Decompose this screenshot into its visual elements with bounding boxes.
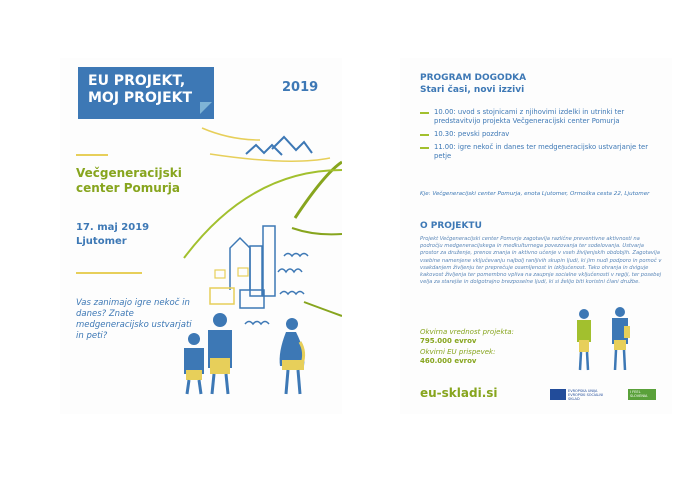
- flyer-cover-page: [60, 58, 342, 414]
- esf-logo-text: EVROPSKA UNIJA EVROPSKI SOCIALNI SKLAD: [568, 389, 604, 401]
- program-item: 10.00: uvod s stojnicami z njihovimi izdelki in utrinki ter predstavitvijo projekta Večgeneracijski center Pomurja: [420, 108, 660, 126]
- eu-contribution-amount: 460.000 evrov: [420, 357, 477, 365]
- banner-line-1: EU PROJEKT,: [88, 73, 186, 89]
- slovenia-logo: I FEEL SLOVENIA: [628, 389, 656, 400]
- program-item: 10.30: pevski pozdrav: [420, 130, 660, 139]
- year-label: 2019: [282, 80, 319, 95]
- project-value-label: Okvirna vrednost projekta:: [420, 328, 514, 336]
- event-place: Ljutomer: [76, 236, 127, 247]
- project-banner: [78, 67, 214, 119]
- program-item: 11.00: igre nekoč in danes ter medgeneracijsko ustvarjanje ter petje: [420, 143, 660, 161]
- divider-line: [76, 272, 142, 274]
- organization-title-line-2: center Pomurja: [76, 181, 180, 195]
- event-location: Kje: Večgeneracijski center Pomurja, enota Ljutomer, Ormoška cesta 22, Ljutomer: [420, 191, 650, 197]
- organization-title-line-1: Večgeneracijski: [76, 166, 182, 180]
- program-title: PROGRAM DOGODKA: [420, 73, 527, 83]
- divider-line: [76, 154, 108, 156]
- eu-flag-icon: [550, 389, 566, 400]
- banner-line-2: MOJ PROJEKT: [88, 90, 193, 106]
- banner-fold-decoration: [200, 102, 212, 114]
- flyer-program-page: [400, 58, 672, 414]
- program-list: [420, 108, 660, 165]
- about-title: O PROJEKTU: [420, 221, 482, 231]
- program-subtitle: Stari časi, novi izzivi: [420, 85, 525, 95]
- project-value-amount: 795.000 evrov: [420, 337, 477, 345]
- people-illustration: [568, 306, 640, 378]
- event-date: 17. maj 2019: [76, 222, 150, 233]
- eu-contribution-label: Okvirni EU prispevek:: [420, 348, 496, 356]
- website-link[interactable]: eu-skladi.si: [420, 386, 498, 400]
- invitation-question: Vas zanimajo igre nekoč in danes? Znate medgeneracijsko ustvarjati in peti?: [76, 298, 192, 341]
- about-text: Projekt Večgeneracijski center Pomurje zagotavlja različne preventivne aktivnosti na področju medgeneracijskega in medkulturnega povezovanja ter sodelovanja. Ustvarja prostor za druženje, prenos znanja in aktivno učenje v vseh življenjskih obdobjih. Zagotavlja vsebine namenjene vključevanju najbolj ranljivih skupin ljudi, ki jim nudi podporo in pomoč v vsakdanjem življenju ter preprečuje osamljenost in izključenost. Tako ohranja in dviguje kakovost življenja ter pomembno vpliva na zaupnje socialne vključenosti v regiji, ter posebej velja za starejše in dolgotrajno brezposelne ljudi, ki si želijo biti koristni člani družbe.: [420, 236, 662, 286]
- organization-title: [76, 166, 216, 196]
